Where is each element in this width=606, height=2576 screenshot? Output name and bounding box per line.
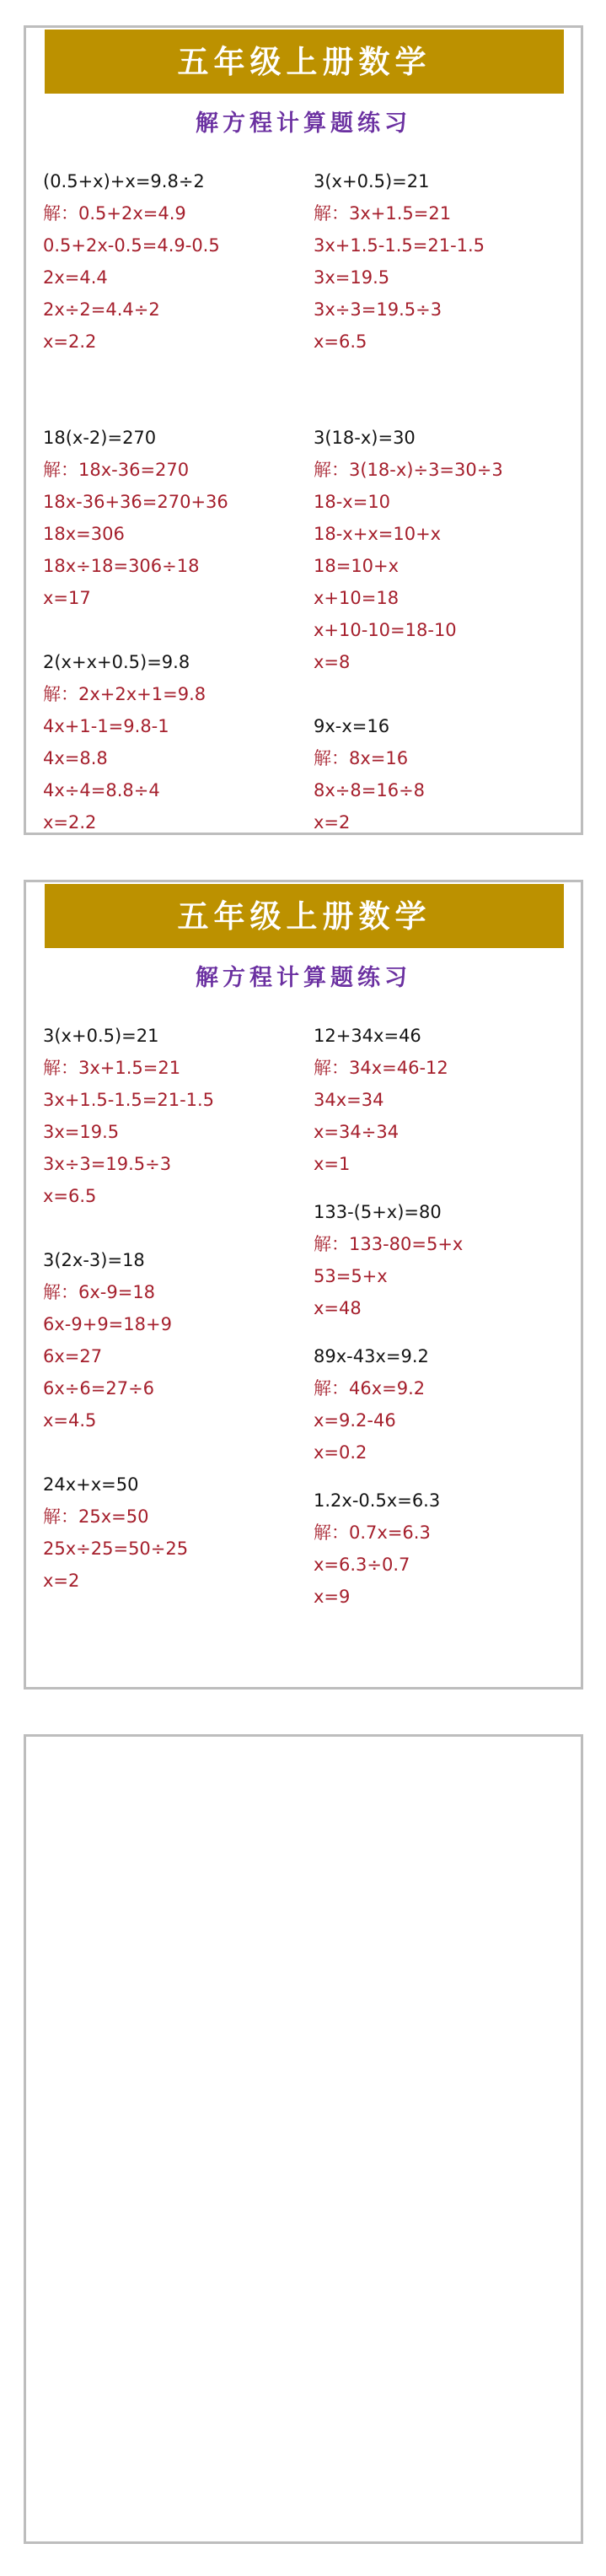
problem-equation: (0.5+x)+x=9.8÷2 [43, 171, 205, 191]
solution-step: 解：2x+2x+1=9.8 [43, 684, 206, 704]
problem-equation: 18(x-2)=270 [43, 428, 157, 448]
solution-answer: x=9 [314, 1587, 351, 1607]
solution-answer: x=2.2 [43, 331, 97, 352]
page-banner: 五年级上册数学 [45, 884, 564, 948]
problem-equation: 3(x+0.5)=21 [314, 171, 430, 191]
solution-step: 18=10+x [314, 556, 400, 576]
problem [314, 710, 503, 838]
solution-answer: x=8 [314, 652, 351, 672]
solution-step: 34x=34 [314, 1090, 384, 1110]
problem-equation: 9x-x=16 [314, 716, 390, 736]
solution-answer: x=6.5 [314, 331, 367, 352]
right-column [314, 1020, 463, 1613]
problem [43, 1244, 214, 1436]
solution-answer: x=4.5 [43, 1410, 97, 1431]
problem-equation: 24x+x=50 [43, 1474, 139, 1495]
problem [314, 1020, 463, 1180]
solution-step: 3x=19.5 [43, 1122, 120, 1142]
page-subtitle: 解方程计算题练习 [196, 965, 411, 991]
solution-answer: x=17 [43, 588, 91, 608]
solution-step: 解：3x+1.5=21 [43, 1058, 181, 1078]
solution-step: x+10=18 [314, 588, 400, 608]
problem [43, 165, 228, 358]
solution-step: x=9.2-46 [314, 1410, 396, 1431]
solution-answer: x=48 [314, 1298, 362, 1318]
solution-step: 6x=27 [43, 1346, 103, 1366]
solution-step: 18x-36+36=270+36 [43, 492, 228, 512]
solution-step: 解：8x=16 [314, 748, 409, 768]
problem [314, 422, 503, 678]
solution-step: x=6.3÷0.7 [314, 1555, 410, 1575]
solution-step: 2x=4.4 [43, 267, 108, 288]
solution-step: 解：46x=9.2 [314, 1378, 426, 1398]
problem-equation: 3(x+0.5)=21 [43, 1026, 159, 1046]
left-column [43, 1020, 214, 1597]
problem [43, 1469, 214, 1597]
problem [314, 1485, 463, 1613]
solution-answer: x=0.2 [314, 1442, 367, 1463]
problem [43, 1020, 214, 1212]
solution-step: 解：18x-36=270 [43, 460, 190, 480]
worksheet-page-2 [24, 880, 583, 1689]
problem-equation: 3(2x-3)=18 [43, 1250, 145, 1270]
solution-step: 18x÷18=306÷18 [43, 556, 200, 576]
solution-step: 解：0.5+2x=4.9 [43, 203, 186, 224]
solution-step: 解：25x=50 [43, 1506, 149, 1527]
solution-step: 解：3x+1.5=21 [314, 203, 452, 224]
solution-step: 25x÷25=50÷25 [43, 1539, 189, 1559]
solution-step: 6x-9+9=18+9 [43, 1314, 172, 1334]
solution-step: 18-x+x=10+x [314, 524, 442, 544]
solution-step: x+10-10=18-10 [314, 620, 457, 640]
solution-step: 4x=8.8 [43, 748, 108, 768]
page-banner: 五年级上册数学 [45, 30, 564, 94]
solution-step: 18-x=10 [314, 492, 391, 512]
problem [43, 646, 228, 838]
solution-answer: x=2 [43, 1571, 80, 1591]
right-column [314, 165, 503, 838]
solution-step: 6x÷6=27÷6 [43, 1378, 155, 1398]
solution-step: 解：133-80=5+x [314, 1234, 464, 1254]
solution-step: 解：3(18-x)÷3=30÷3 [314, 460, 503, 480]
problem [314, 165, 503, 358]
problem [314, 1340, 463, 1469]
solution-step: 解：0.7x=6.3 [314, 1522, 431, 1543]
solution-step: 解：34x=46-12 [314, 1058, 448, 1078]
solution-step: 18x=306 [43, 524, 125, 544]
solution-answer: x=1 [314, 1154, 351, 1174]
solution-step: 0.5+2x-0.5=4.9-0.5 [43, 235, 220, 256]
left-column [43, 165, 228, 838]
solution-step: 4x÷4=8.8÷4 [43, 780, 160, 800]
problem-equation: 3(18-x)=30 [314, 428, 416, 448]
solution-step: 3x÷3=19.5÷3 [314, 299, 442, 320]
solution-answer: x=2 [314, 812, 351, 833]
solution-step: x=34÷34 [314, 1122, 400, 1142]
problem-equation: 133-(5+x)=80 [314, 1202, 442, 1222]
problem-equation: 89x-43x=9.2 [314, 1346, 429, 1366]
problem [43, 422, 228, 614]
page-subtitle: 解方程计算题练习 [196, 110, 411, 137]
worksheet-page-1 [24, 25, 583, 835]
problem-equation: 1.2x-0.5x=6.3 [314, 1490, 441, 1511]
solution-step: 2x÷2=4.4÷2 [43, 299, 160, 320]
solution-step: 3x÷3=19.5÷3 [43, 1154, 172, 1174]
solution-answer: x=2.2 [43, 812, 97, 833]
solution-answer: x=6.5 [43, 1186, 97, 1206]
problem-equation: 2(x+x+0.5)=9.8 [43, 652, 190, 672]
worksheet-page-3 [24, 1734, 583, 2544]
solution-step: 解：6x-9=18 [43, 1282, 156, 1302]
solution-step: 8x÷8=16÷8 [314, 780, 426, 800]
solution-step: 4x+1-1=9.8-1 [43, 716, 169, 736]
problem [314, 1196, 463, 1324]
solution-step: 53=5+x [314, 1266, 388, 1286]
solution-step: 3x=19.5 [314, 267, 390, 288]
solution-step: 3x+1.5-1.5=21-1.5 [43, 1090, 215, 1110]
solution-step: 3x+1.5-1.5=21-1.5 [314, 235, 485, 256]
problem-equation: 12+34x=46 [314, 1026, 421, 1046]
